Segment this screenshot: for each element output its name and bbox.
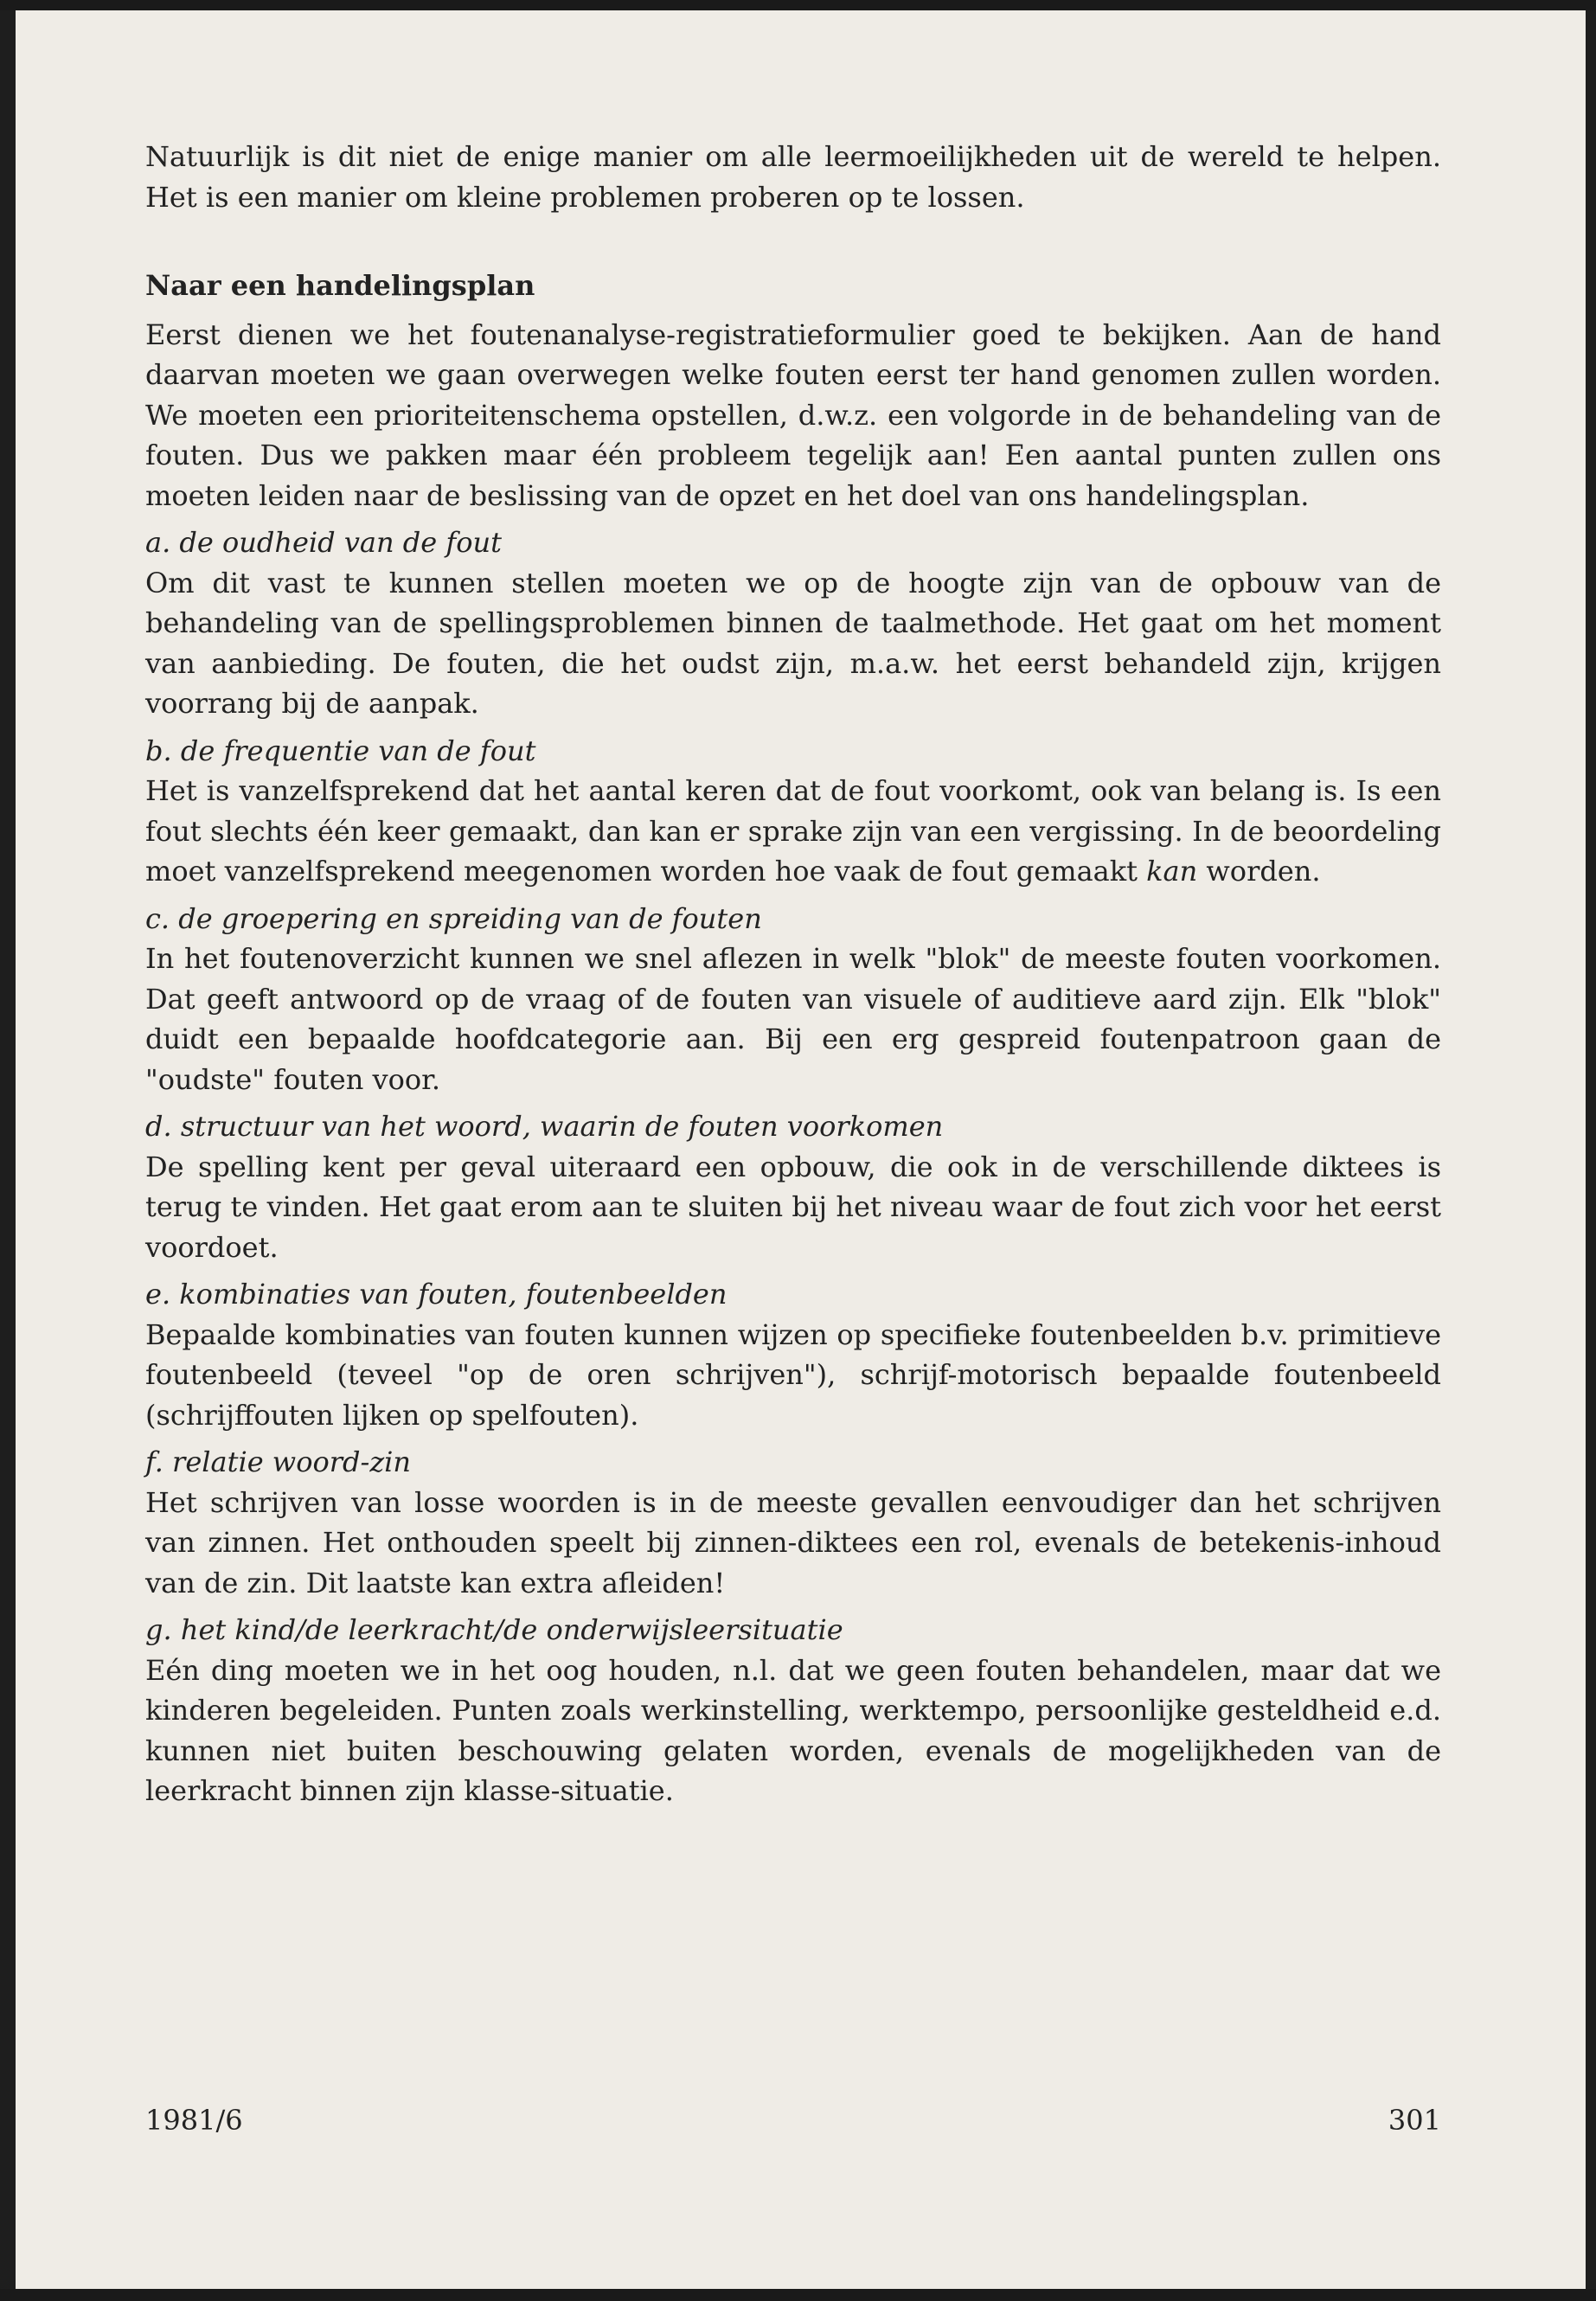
item-title: f. relatie woord-zin (145, 1445, 412, 1478)
list-item-c (145, 899, 1441, 1100)
item-title: a. de oudheid van de fout (145, 526, 502, 559)
scan-top-edge (0, 0, 1596, 10)
section-paragraph: Eerst dienen we het foutenanalyse-registratieformulier goed te bekijken. Aan de hand daarvan moeten we gaan overwegen welke fouten eerst ter hand genomen zullen worden. We moeten een prioriteitenschema opstellen, d.w.z. een volgorde in de behandeling van de fouten. Dus we pakken maar één probleem tegelijk aan! Een aantal punten zullen ons moeten leiden naar de beslissing van de opzet en het doel van ons handelingsplan. (145, 317, 1441, 512)
item-body-text: worden. (1197, 855, 1321, 888)
item-title: e. kombinaties van fouten, foutenbeelden (145, 1278, 727, 1311)
page-content (145, 137, 1441, 1818)
section-heading: Naar een handelingsplan (145, 269, 535, 302)
item-body: Het schrijven van losse woorden is in de meeste gevallen eenvoudiger dan het schrijven van zinnen. Het onthouden speelt bij zinnen-diktees een rol, evenals de betekenis-inhoud van de zin. Dit laatste kan extra afleiden! (145, 1485, 1441, 1599)
scan-bottom-edge (0, 2289, 1596, 2301)
item-title: c. de groepering en spreiding van de fouten (145, 901, 762, 935)
page-number: 301 (1388, 2104, 1441, 2137)
item-title: g. het kind/de leerkracht/de onderwijsleersituatie (145, 1613, 843, 1646)
item-body (145, 771, 1441, 892)
item-title: b. de frequentie van de fout (145, 734, 536, 767)
list-item-b (145, 731, 1441, 892)
list-item-e (145, 1274, 1441, 1435)
item-body: Eén ding moeten we in het oog houden, n.l. dat we geen fouten behandelen, maar dat we kinderen begeleiden. Punten zoals werkinstelling, werktempo, persoonlijke gesteldheid e.d. kunnen niet buiten beschouwing gelaten worden, evenals de mogelijkheden van de leerkracht binnen zijn klasse-situatie. (145, 1653, 1441, 1807)
item-body-emphasis: kan (1146, 855, 1198, 888)
list-item-g (145, 1610, 1441, 1811)
item-body: Om dit vast te kunnen stellen moeten we op de hoogte zijn van de opbouw van de behandeling van de spellingsproblemen binnen de taalmethode. Het gaat om het moment van aanbieding. De fouten, die het oudst zijn, m.a.w. het eerst behandeld zijn, krijgen voorrang bij de aanpak. (145, 566, 1441, 720)
list-item-a (145, 522, 1441, 724)
item-body: De spelling kent per geval uiteraard een opbouw, die ook in de verschillende diktees is terug te vinden. Het gaat erom aan te sluiten bij het niveau waar de fout zich voor het eerst voordoet. (145, 1150, 1441, 1264)
item-body: Bepaalde kombinaties van fouten kunnen wijzen op specifieke foutenbeelden b.v. primitieve foutenbeeld (teveel "op de oren schrijven"), schrijf-motorisch bepaalde foutenbeeld (schrijffouten lijken op spelfouten). (145, 1317, 1441, 1432)
item-body-text: Het is vanzelfsprekend dat het aantal keren dat de fout voorkomt, ook van belang is. Is een fout slechts één keer gemaakt, dan kan er sprake zijn van een vergissing. In de beoordeling moet vanzelfsprekend meegenomen worden hoe vaak de fout gemaakt (145, 774, 1441, 888)
issue-label: 1981/6 (145, 2104, 243, 2137)
item-body: In het foutenoverzicht kunnen we snel aflezen in welk "blok" de meeste fouten voorkomen. Dat geeft antwoord op de vraag of de fouten van visuele of auditieve aard zijn. Elk "blok" duidt een bepaalde hoofdcategorie aan. Bij een erg gespreid foutenpatroon gaan de "oudste" fouten voor. (145, 942, 1441, 1096)
list-item-f (145, 1442, 1441, 1603)
item-title: d. structuur van het woord, waarin de fouten voorkomen (145, 1110, 944, 1143)
list-item-d (145, 1106, 1441, 1267)
intro-paragraph: Natuurlijk is dit niet de enige manier om alle leermoeilijkheden uit de wereld te helpen. Het is een manier om kleine problemen proberen op te lossen. (145, 140, 1441, 214)
